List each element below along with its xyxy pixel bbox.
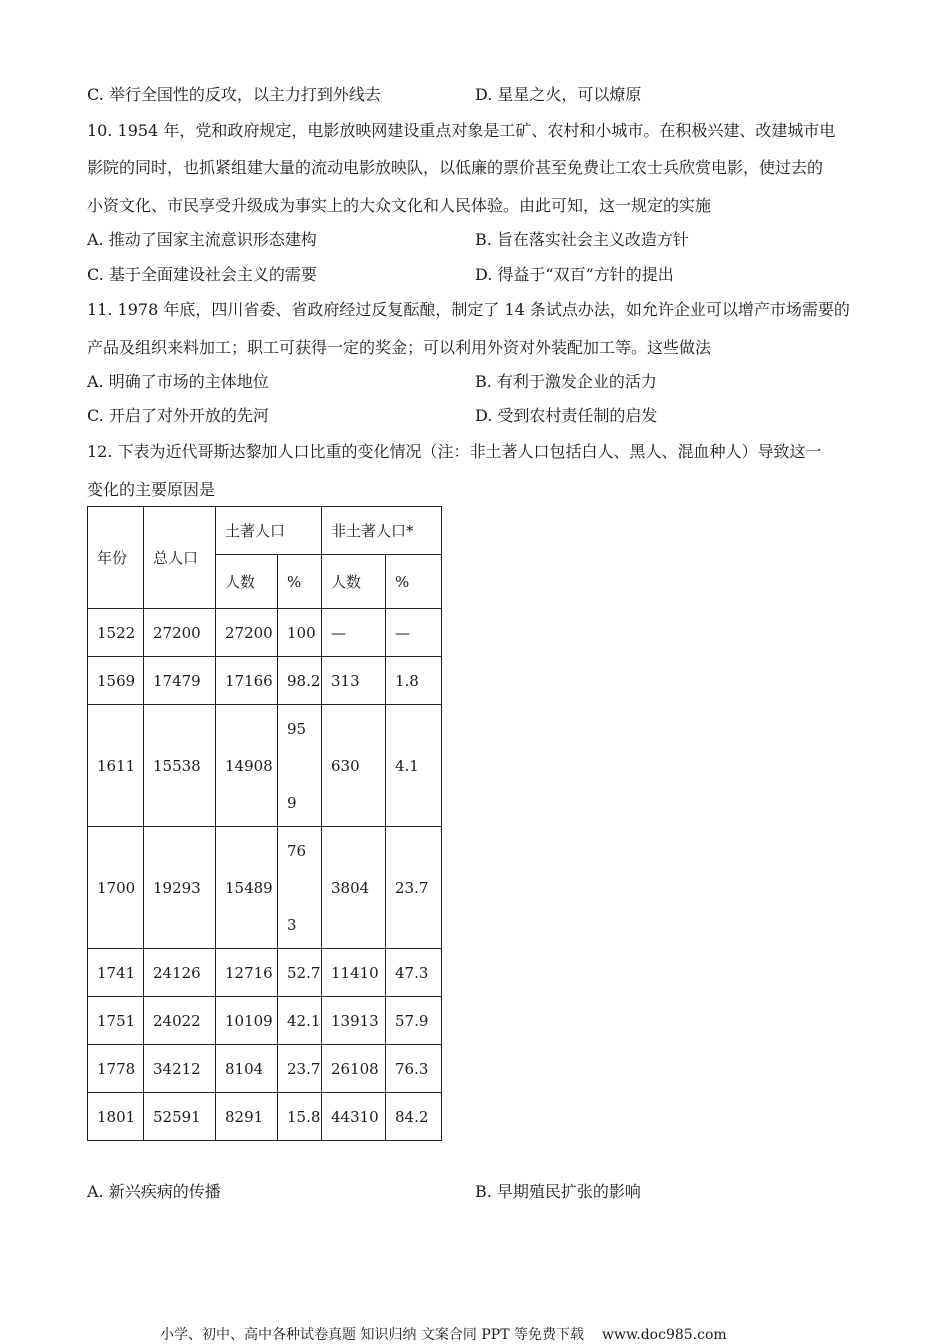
header-native-count: 人数 [216, 555, 278, 609]
cell-native-pct [278, 705, 322, 827]
q11-option-c: C. 开启了对外开放的先河 [87, 406, 269, 425]
cell-nonnative: 11410 [322, 949, 386, 997]
table-row [88, 997, 442, 1045]
cell-year: 1778 [88, 1045, 144, 1093]
q9-option-d: D. 星星之火，可以燎原 [475, 85, 642, 104]
q11-option-b: B. 有利于激发企业的活力 [475, 372, 657, 391]
cell-total: 52591 [144, 1093, 216, 1141]
table-row [88, 609, 442, 657]
cell-nonnative-pct: — [386, 609, 442, 657]
q12-line-1: 12. 下表为近代哥斯达黎加人口比重的变化情况（注：非土著人口包括白人、黑人、混血种人）导致这一 [87, 442, 822, 461]
q10-line-3: 小资文化、市民享受升级成为事实上的大众文化和人民体验。由此可知，这一规定的实施 [87, 196, 712, 215]
q10-line-2: 影院的同时，也抓紧组建大量的流动电影放映队，以低廉的票价甚至免费让工农士兵欣赏电影，使过去的 [87, 158, 824, 177]
population-table [87, 506, 442, 1141]
header-nonnative-pct: % [386, 555, 442, 609]
q10-option-b: B. 旨在落实社会主义改造方针 [475, 230, 689, 249]
cell-total: 24126 [144, 949, 216, 997]
cell-native: 15489 [216, 827, 278, 949]
cell-total: 19293 [144, 827, 216, 949]
q12-option-b: B. 早期殖民扩张的影响 [475, 1182, 641, 1201]
q12-option-a: A. 新兴疾病的传播 [87, 1182, 221, 1201]
footer-text: 小学、初中、高中各种试卷真题 知识归纳 文案合同 PPT 等免费下载 [160, 1327, 584, 1343]
cell-nonnative: 26108 [322, 1045, 386, 1093]
q10-option-c: C. 基于全面建设社会主义的需要 [87, 265, 317, 284]
cell-native-pct: 98.2 [278, 657, 322, 705]
table-row [88, 1045, 442, 1093]
cell-year: 1569 [88, 657, 144, 705]
header-total: 总人口 [144, 507, 216, 609]
cell-native-pct: 42.1 [278, 997, 322, 1045]
cell-nonnative: 313 [322, 657, 386, 705]
header-year: 年份 [88, 507, 144, 609]
cell-total: 34212 [144, 1045, 216, 1093]
cell-nonnative-pct: 23.7 [386, 827, 442, 949]
header-native-pct: % [278, 555, 322, 609]
q11-line-2: 产品及组织来料加工；职工可获得一定的奖金；可以利用外资对外装配加工等。这些做法 [87, 338, 712, 357]
cell-nonnative-pct: 84.2 [386, 1093, 442, 1141]
cell-year: 1801 [88, 1093, 144, 1141]
q10-line-1: 10. 1954 年，党和政府规定，电影放映网建设重点对象是工矿、农村和小城市。在积极兴建、改建城市电 [87, 121, 836, 140]
footer-url[interactable]: www.doc985.com [601, 1327, 727, 1343]
cell-native-pct: 23.7 [278, 1045, 322, 1093]
cell-native: 17166 [216, 657, 278, 705]
cell-nonnative: 3804 [322, 827, 386, 949]
q10-option-a: A. 推动了国家主流意识形态建构 [87, 230, 317, 249]
cell-total: 15538 [144, 705, 216, 827]
cell-native: 8291 [216, 1093, 278, 1141]
q9-option-c: C. 举行全国性的反攻，以主力打到外线去 [87, 85, 381, 104]
cell-native-pct: 52.7 [278, 949, 322, 997]
cell-native: 10109 [216, 997, 278, 1045]
cell-native: 12716 [216, 949, 278, 997]
cell-nonnative: 44310 [322, 1093, 386, 1141]
cell-total: 17479 [144, 657, 216, 705]
cell-native-pct: 100 [278, 609, 322, 657]
cell-nonnative: 13913 [322, 997, 386, 1045]
cell-nonnative: — [322, 609, 386, 657]
cell-native-pct-part1: 95 [287, 719, 307, 738]
cell-nonnative-pct: 1.8 [386, 657, 442, 705]
cell-native: 8104 [216, 1045, 278, 1093]
table-row [88, 657, 442, 705]
q11-option-a: A. 明确了市场的主体地位 [87, 372, 269, 391]
q12-line-2: 变化的主要原因是 [87, 480, 216, 499]
cell-year: 1700 [88, 827, 144, 949]
cell-year: 1741 [88, 949, 144, 997]
cell-nonnative: 630 [322, 705, 386, 827]
cell-year: 1522 [88, 609, 144, 657]
table-row [88, 949, 442, 997]
q11-option-d: D. 受到农村责任制的启发 [475, 406, 658, 425]
cell-total: 24022 [144, 997, 216, 1045]
header-nonnative: 非土著人口* [322, 507, 442, 555]
page-footer [160, 1324, 727, 1344]
cell-year: 1751 [88, 997, 144, 1045]
cell-nonnative-pct: 76.3 [386, 1045, 442, 1093]
cell-native-pct [278, 827, 322, 949]
header-native: 土著人口 [216, 507, 322, 555]
table-row [88, 827, 442, 949]
q10-option-d: D. 得益于“双百”方针的提出 [475, 265, 674, 284]
cell-native: 27200 [216, 609, 278, 657]
cell-total: 27200 [144, 609, 216, 657]
cell-nonnative-pct: 47.3 [386, 949, 442, 997]
cell-native-pct-part2: 3 [287, 915, 297, 934]
table-row [88, 705, 442, 827]
cell-year: 1611 [88, 705, 144, 827]
table-row [88, 1093, 442, 1141]
cell-nonnative-pct: 4.1 [386, 705, 442, 827]
q11-line-1: 11. 1978 年底，四川省委、省政府经过反复酝酿，制定了 14 条试点办法，如允许企业可以增产市场需要的 [87, 300, 850, 319]
cell-native-pct-part1: 76 [287, 841, 307, 860]
header-nonnative-count: 人数 [322, 555, 386, 609]
cell-native-pct-part2: 9 [287, 793, 297, 812]
cell-nonnative-pct: 57.9 [386, 997, 442, 1045]
cell-native: 14908 [216, 705, 278, 827]
cell-native-pct: 15.8 [278, 1093, 322, 1141]
